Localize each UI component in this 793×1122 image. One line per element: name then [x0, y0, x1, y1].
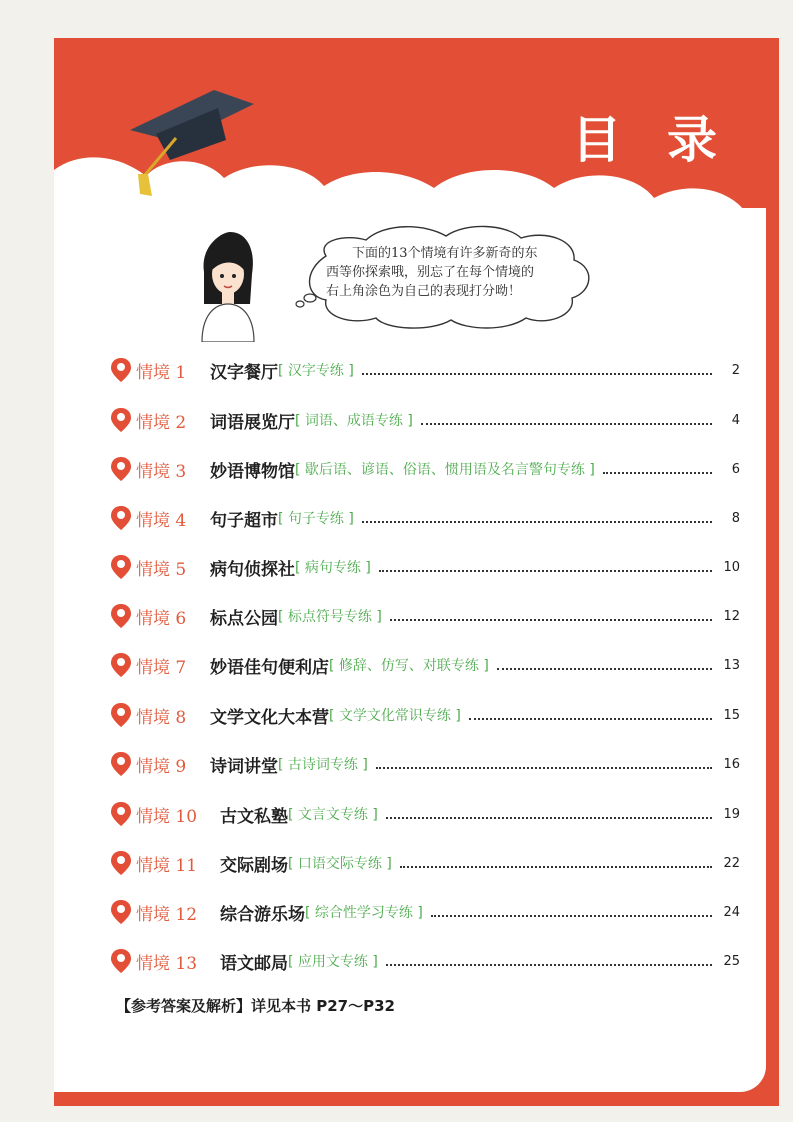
toc-row[interactable]: [110, 848, 740, 878]
toc-row[interactable]: [110, 799, 740, 829]
leader-dots: [390, 619, 712, 621]
leader-dots: [400, 866, 712, 868]
section-tag: [ 古诗词专练 ]: [278, 757, 368, 773]
leader-dots: [362, 521, 712, 523]
section-tag: [ 文言文专练 ]: [288, 807, 378, 823]
section-tag: [ 病句专练 ]: [295, 560, 371, 576]
section-name: 交际剧场: [220, 855, 288, 876]
section-name: 句子超市: [210, 510, 278, 531]
toc-row[interactable]: [110, 601, 740, 631]
situation-label: 情境 5: [136, 559, 187, 580]
section-name: 标点公园: [210, 608, 278, 629]
situation-label: 情境 10: [136, 806, 198, 827]
intro-line-3: 右上角涂色为自己的表现打分呦！: [326, 284, 522, 299]
page-number: 2: [731, 362, 740, 378]
situation-label: 情境 6: [136, 608, 187, 629]
leader-dots: [603, 472, 712, 474]
location-pin-icon: [110, 603, 132, 629]
page-number: 6: [731, 461, 740, 477]
section-tag: [ 综合性学习专练 ]: [305, 905, 423, 921]
page-number: 16: [723, 756, 740, 772]
section-name: 词语展览厅: [210, 412, 295, 433]
leader-dots: [386, 817, 712, 819]
leader-dots: [497, 668, 712, 670]
section-name: 综合游乐场: [220, 904, 305, 925]
toc-row[interactable]: [110, 897, 740, 927]
page-number: 10: [723, 559, 740, 575]
page-title: 目 录: [571, 111, 731, 169]
section-tag: [ 修辞、仿写、对联专练 ]: [329, 658, 489, 674]
answer-note: 【参考答案及解析】详见本书 P27～P32: [116, 997, 395, 1015]
location-pin-icon: [110, 751, 132, 777]
section-name: 妙语博物馆: [210, 461, 295, 482]
location-pin-icon: [110, 505, 132, 531]
location-pin-icon: [110, 850, 132, 876]
section-tag: [ 歇后语、谚语、俗语、惯用语及名言警句专练 ]: [295, 462, 595, 478]
intro-line-2: 西等你探索哦，别忘了在每个情境的: [326, 265, 535, 280]
toc-row[interactable]: [110, 946, 740, 976]
section-name: 汉字餐厅: [210, 362, 278, 383]
page-number: 8: [731, 510, 740, 526]
situation-label: 情境 3: [136, 461, 187, 482]
section-tag: [ 应用文专练 ]: [288, 954, 378, 970]
section-tag: [ 汉字专练 ]: [278, 363, 354, 379]
situation-label: 情境 13: [136, 953, 198, 974]
girl-illustration: [196, 232, 256, 342]
situation-label: 情境 8: [136, 707, 187, 728]
section-name: 语文邮局: [220, 953, 288, 974]
situation-label: 情境 1: [136, 362, 187, 383]
location-pin-icon: [110, 948, 132, 974]
location-pin-icon: [110, 652, 132, 678]
location-pin-icon: [110, 801, 132, 827]
toc-row[interactable]: [110, 552, 740, 582]
toc-row[interactable]: [110, 503, 740, 533]
toc-row[interactable]: [110, 650, 740, 680]
toc-row[interactable]: [110, 454, 740, 484]
leader-dots: [386, 964, 712, 966]
toc-row[interactable]: [110, 749, 740, 779]
section-name: 病句侦探社: [210, 559, 295, 580]
section-name: 古文私塾: [220, 806, 288, 827]
situation-label: 情境 12: [136, 904, 198, 925]
page-number: 13: [723, 657, 740, 673]
page-number: 24: [723, 904, 740, 920]
section-tag: [ 文学文化常识专练 ]: [329, 708, 461, 724]
toc-row[interactable]: [110, 355, 740, 385]
situation-label: 情境 4: [136, 510, 187, 531]
section-tag: [ 句子专练 ]: [278, 511, 354, 527]
page-number: 25: [723, 953, 740, 969]
toc-row[interactable]: [110, 405, 740, 435]
section-name: 诗词讲堂: [210, 756, 278, 777]
location-pin-icon: [110, 407, 132, 433]
location-pin-icon: [110, 899, 132, 925]
section-tag: [ 口语交际专练 ]: [288, 856, 392, 872]
leader-dots: [376, 767, 712, 769]
leader-dots: [469, 718, 712, 720]
toc-row[interactable]: [110, 700, 740, 730]
page-number: 4: [731, 412, 740, 428]
location-pin-icon: [110, 554, 132, 580]
leader-dots: [362, 373, 712, 375]
leader-dots: [379, 570, 712, 572]
situation-label: 情境 7: [136, 657, 187, 678]
situation-label: 情境 11: [136, 855, 198, 876]
page-number: 15: [723, 707, 740, 723]
location-pin-icon: [110, 357, 132, 383]
section-name: 妙语佳句便利店: [210, 657, 329, 678]
section-name: 文学文化大本营: [210, 707, 329, 728]
page-number: 22: [723, 855, 740, 871]
section-tag: [ 标点符号专练 ]: [278, 609, 382, 625]
situation-label: 情境 2: [136, 412, 187, 433]
location-pin-icon: [110, 456, 132, 482]
situation-label: 情境 9: [136, 756, 187, 777]
graduation-cap-icon: [126, 86, 256, 206]
location-pin-icon: [110, 702, 132, 728]
intro-line-1: 下面的13个情境有许多新奇的东: [352, 246, 538, 261]
leader-dots: [421, 423, 712, 425]
section-tag: [ 词语、成语专练 ]: [295, 413, 413, 429]
page-number: 12: [723, 608, 740, 624]
leader-dots: [431, 915, 712, 917]
page-number: 19: [723, 806, 740, 822]
intro-text: [326, 244, 558, 301]
